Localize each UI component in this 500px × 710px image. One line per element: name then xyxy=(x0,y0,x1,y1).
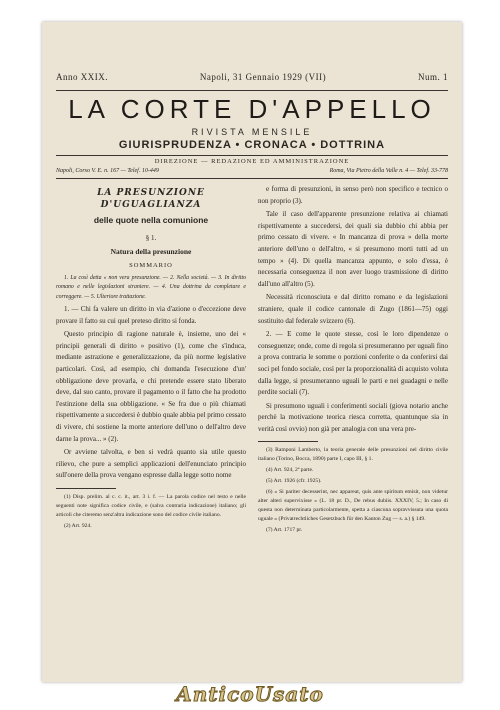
watermark-logo: AnticoUsato xyxy=(176,682,324,706)
issue-year: Anno XXIX. xyxy=(56,72,108,82)
masthead-rule xyxy=(56,155,448,156)
article-subtitle: delle quote nella comunione xyxy=(93,215,209,226)
footnote: (4) Art. 924, 2ª parte. xyxy=(266,467,314,474)
footnote: (5) Art. 1926 (cfr. 1925). xyxy=(266,478,322,485)
address-rule xyxy=(56,178,448,179)
masthead xyxy=(42,94,462,151)
top-rule xyxy=(56,90,448,91)
footnote: (2) Art. 924. xyxy=(64,522,92,529)
scanned-page xyxy=(42,22,462,682)
footnote-rule xyxy=(258,441,318,442)
footnote: (1) Disp. prelim. al c. c. it., art. 3 i. f. — La parola codice nel testo e nelle seguenti note significa codice civile, e (salva contraria indicazione) italiano; gli articoli che citeremo senz'altra indicazione sono del codice civile italiano. xyxy=(56,493,246,518)
paragraph: e forma di presunzioni, in senso però non specifico e tecnico o non proprio (3). xyxy=(258,185,448,205)
journal-sections: GIURISPRUDENZA • CRONACA • DOTTRINA xyxy=(118,139,386,151)
section-mark: § 1. xyxy=(145,233,157,242)
footnote-rule xyxy=(56,488,116,489)
journal-title: LA CORTE D'APPELLO xyxy=(68,94,436,124)
sommario-text: 1. La così detta « non vera presunzione. — 2. Nella società. — 3. In diritto romano e nelle legislazioni straniere. — 4. Una dottrina da completare e correggere. — 5. Ulteriore trattazione. xyxy=(56,274,246,300)
footnote: (6) « Si pariter decesserint, nec appareat, quis ante spiritum emisit, non videtur alter alteri supervixisse » (L. 18 pr. D., De rebus dubiis. XXXIV, 5.; In caso di questa non determinata particolarmente, spetta a ciascuna sopravvissuta una quota uguale » (Privatrechtliches Gesetzbuch für den Kanton Zug — s. a.) § 149. xyxy=(258,489,448,523)
direction-line: DIREZIONE — REDAZIONE ED AMMINISTRAZIONE xyxy=(154,158,350,165)
paragraph: Questo principio di ragione naturale è, insieme, uno dei « principii generali di diritto » positivo (1), come che s'induca, mediante astrazione e generalizzazione, da più norme legislative particolari. Così, ad esempio, chi domanda l'esecuzione d'un' obbligazione deve provarla, e chi pretende essere stato liberato deve, dal suo canto, provare il pagamento o il fatto che ha prodotto l'estinzione della sua obbligazione. « Se fra due o più chiamati rispettivamente a succedersi è dubbio quale abbia pel primo cessato di vivere, chi sostiene la morte anteriore dell'uno o dell'altro deve darne la prova... » (2). xyxy=(56,330,246,443)
paragraph: 1. — Chi fa valere un diritto in via d'azione o d'eccezione deve provare il fatto su cui quel preteso diritto si fonda. xyxy=(56,305,246,325)
paragraph: Si presumono uguali i conferimenti sociali (giova notario anche perchè la motivazione teorica riesca corretta, quantunque sia in verità così ovvio) non già per analogia con una vera pre- xyxy=(258,401,448,433)
issue-date: Napoli, 31 Gennaio 1929 (VII) xyxy=(199,72,327,82)
article-title: LA PRESUNZIONE D'UGUAGLIANZA xyxy=(97,188,205,210)
address-rome: Roma, Via Pietro della Valle n. 4 — Telef. 33-778 xyxy=(329,168,448,174)
sommario-label: SOMMARIO xyxy=(129,261,173,269)
paragraph: Necessità riconosciuta e dal diritto romano e da legislazioni straniere, quale il codice cantonale di Zugo (1861—75) oggi sostituito dal federale svizzero (6). xyxy=(258,293,448,325)
issue-number: Num. 1 xyxy=(417,72,448,82)
right-column xyxy=(258,184,448,537)
left-column xyxy=(56,184,246,533)
footnote: (3) Ramponi Lamberto, la teoria generale delle presunzioni nel diritto civile italiano (Torino, Bocca, 1890) parte I, capo III, § 1. xyxy=(258,447,448,463)
section-title: Natura della presunzione xyxy=(110,247,192,257)
paragraph: Tale il caso dell'apparente presunzione relativa ai chiamati rispettivamente a succedersi, dei quali sia dubbio chi abbia per primo cessato di vivere. « In mancanza di prova » della morte anteriore dell'uno o dell'altro, « si presumono morti tutti ad un tempo » (4). Di quella mancanza appunto, e solo d'essa, è necessaria conseguenza il non aver luogo trasmissione di diritto dall'uno all'altro (5). xyxy=(258,210,448,288)
footnote: (7) Art. 1717 pr. xyxy=(266,527,303,534)
paragraph: 2. — E come le quote stesse, così le loro dipendenze o conseguenze; onde, come di regola si presumeranno per uguali fino a prova contraria le somme o porzioni conferite o da conferirsi dai soci pel fondo sociale, così per la proporzionalità di acquisto voluta dalla legge, si presumeranno uguali le parti e nei guadagni e nelle perdite sociali (7). xyxy=(258,330,448,397)
address-naples: Napoli, Corso V. E. n. 167 — Telef. 10-449 xyxy=(56,168,159,174)
paragraph: Or avviene talvolta, e ben si vedrà quanto sia utile questo rilievo, che pure a semplici applicazioni dell'enunciato principio sull'onere della prova vengano espresse dalla legge sotto nome xyxy=(56,448,246,480)
journal-subtitle: RIVISTA MENSILE xyxy=(191,127,313,137)
issue-line xyxy=(56,72,448,82)
